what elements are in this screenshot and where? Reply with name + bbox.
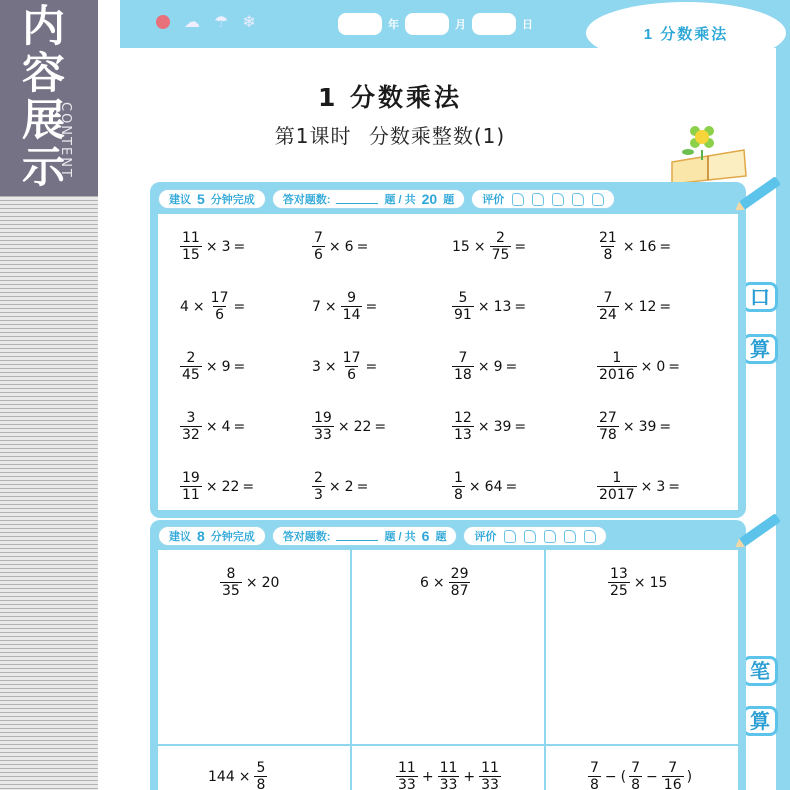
numerator: 1 bbox=[612, 350, 622, 366]
fraction bbox=[452, 410, 474, 443]
correct-label: 答对题数: bbox=[282, 194, 331, 206]
denominator: 15 bbox=[182, 247, 200, 263]
denominator: 14 bbox=[342, 307, 361, 323]
fraction bbox=[180, 470, 202, 503]
denominator: 8 bbox=[588, 776, 601, 790]
numerator: 2 bbox=[186, 350, 196, 366]
chapter-tag: 1 分数乘法 bbox=[586, 2, 786, 64]
thumb-icon[interactable] bbox=[504, 530, 516, 543]
sun-icon bbox=[156, 15, 170, 29]
fraction bbox=[452, 470, 465, 503]
equals-sign: = bbox=[505, 478, 518, 495]
content-banner bbox=[0, 0, 98, 196]
times-sign: × bbox=[432, 574, 445, 591]
total-count: 20 bbox=[421, 191, 438, 207]
thumb-icon[interactable] bbox=[512, 193, 524, 206]
denominator: 13 bbox=[454, 427, 472, 443]
numerator: 1 bbox=[612, 470, 622, 486]
times-sign: × bbox=[622, 418, 635, 435]
denominator: 24 bbox=[599, 307, 617, 323]
equals-sign: = bbox=[356, 238, 369, 255]
numerator: 21 bbox=[599, 230, 617, 246]
fraction bbox=[220, 566, 242, 599]
written-info-bar bbox=[158, 526, 607, 546]
integer-operand: 6 bbox=[420, 574, 429, 591]
content-banner-chinese: 内容展示 bbox=[22, 2, 65, 193]
fraction bbox=[254, 760, 267, 790]
integer-operand: 22 bbox=[353, 418, 372, 435]
integer-operand: 9 bbox=[493, 358, 503, 375]
oral-problem bbox=[180, 410, 245, 443]
equals-sign: = bbox=[668, 358, 681, 375]
times-sign: × bbox=[205, 358, 218, 375]
numerator: 7 bbox=[668, 760, 678, 776]
evaluation-label: 评价 bbox=[482, 194, 505, 206]
integer-operand: 3 bbox=[221, 238, 231, 255]
fraction bbox=[662, 760, 684, 790]
oral-problem bbox=[452, 230, 526, 263]
equals-sign: = bbox=[365, 358, 378, 375]
integer-operand: 144 bbox=[208, 768, 235, 785]
numerator: 11 bbox=[182, 230, 200, 246]
lesson-subtitle: 第1课时 分数乘整数(1) bbox=[274, 124, 506, 148]
integer-operand: 6 bbox=[344, 238, 354, 255]
fraction bbox=[629, 760, 642, 790]
fraction bbox=[588, 760, 601, 790]
numerator: 7 bbox=[590, 760, 599, 776]
integer-operand: 64 bbox=[484, 478, 503, 495]
denominator: 3 bbox=[314, 487, 323, 503]
numerator: 7 bbox=[458, 350, 468, 366]
integer-operand: 16 bbox=[638, 238, 657, 255]
denominator: 6 bbox=[314, 247, 323, 263]
denominator: 33 bbox=[396, 776, 418, 790]
written-problem bbox=[220, 566, 279, 599]
fraction bbox=[597, 470, 637, 503]
numerator: 17 bbox=[342, 350, 361, 366]
year-label: 年 bbox=[388, 19, 399, 31]
denominator: 8 bbox=[603, 247, 613, 263]
thumb-icon[interactable] bbox=[564, 530, 576, 543]
oral-problem bbox=[597, 290, 671, 323]
integer-operand: 15 bbox=[649, 574, 668, 591]
numerator: 11 bbox=[398, 760, 416, 776]
numerator: 7 bbox=[603, 290, 613, 306]
numerator: 12 bbox=[454, 410, 472, 426]
numerator: 7 bbox=[314, 230, 323, 246]
fraction bbox=[180, 350, 202, 383]
numerator: 11 bbox=[481, 760, 499, 776]
oral-problem bbox=[452, 470, 517, 503]
oral-problem bbox=[597, 470, 680, 503]
numerator: 17 bbox=[210, 290, 229, 306]
thumb-icon[interactable] bbox=[524, 530, 536, 543]
times-sign: × bbox=[640, 358, 653, 375]
side-label-written-1: 笔 bbox=[742, 656, 778, 686]
numerator: 27 bbox=[599, 410, 617, 426]
numerator: 3 bbox=[186, 410, 196, 426]
equals-sign: = bbox=[233, 238, 246, 255]
fraction bbox=[490, 230, 512, 263]
integer-operand: 4 bbox=[180, 298, 189, 315]
equals-sign: = bbox=[365, 298, 378, 315]
rain-icon: ☂ bbox=[214, 14, 229, 31]
correct-count-field[interactable] bbox=[336, 531, 378, 541]
written-problem bbox=[420, 566, 470, 599]
denominator: 11 bbox=[182, 487, 200, 503]
score-pill bbox=[272, 189, 465, 209]
integer-operand: 7 bbox=[312, 298, 321, 315]
times-sign: × bbox=[328, 478, 341, 495]
correct-count-field[interactable] bbox=[336, 194, 378, 204]
plus-sign: + bbox=[463, 768, 476, 785]
numerator: 9 bbox=[347, 290, 357, 306]
fraction bbox=[312, 230, 325, 263]
total-unit: 题 bbox=[435, 531, 447, 543]
oral-problem bbox=[452, 290, 526, 323]
denominator: 32 bbox=[182, 427, 200, 443]
times-sign: × bbox=[633, 574, 646, 591]
total-label: 题 / 共 bbox=[384, 531, 416, 543]
fraction bbox=[312, 410, 334, 443]
suggest-minutes-label: 分钟完成 bbox=[210, 194, 255, 206]
fraction bbox=[396, 760, 418, 790]
denominator: 78 bbox=[599, 427, 617, 443]
integer-operand: 39 bbox=[493, 418, 512, 435]
fraction bbox=[452, 350, 474, 383]
oral-problem bbox=[597, 410, 671, 443]
total-unit: 题 bbox=[443, 194, 455, 206]
oral-section bbox=[150, 182, 746, 518]
page-title: 1 分数乘法 bbox=[317, 83, 463, 112]
equals-sign: = bbox=[514, 238, 527, 255]
integer-operand: 3 bbox=[656, 478, 666, 495]
integer-operand: 15 bbox=[452, 238, 470, 255]
snow-icon: ❄ bbox=[242, 14, 256, 31]
evaluation-label: 评价 bbox=[474, 531, 497, 543]
denominator: 75 bbox=[491, 247, 510, 263]
equals-sign: = bbox=[514, 418, 527, 435]
fraction bbox=[312, 470, 325, 503]
denominator: 8 bbox=[629, 776, 642, 790]
times-sign: × bbox=[192, 298, 205, 315]
denominator: 87 bbox=[450, 583, 469, 599]
thumb-icon[interactable] bbox=[544, 530, 556, 543]
written-problem bbox=[396, 760, 501, 790]
thumb-icon[interactable] bbox=[532, 193, 544, 206]
denominator: 91 bbox=[454, 307, 472, 323]
total-label: 题 / 共 bbox=[384, 194, 416, 206]
integer-operand: 22 bbox=[221, 478, 240, 495]
integer-operand: 9 bbox=[221, 358, 231, 375]
suggested-time-pill bbox=[158, 526, 266, 546]
numerator: 7 bbox=[631, 760, 641, 776]
times-sign: × bbox=[205, 418, 218, 435]
oral-problem bbox=[180, 230, 245, 263]
times-sign: × bbox=[324, 298, 337, 315]
written-problem bbox=[588, 760, 692, 790]
times-sign: × bbox=[622, 238, 635, 255]
oral-problem bbox=[312, 410, 386, 443]
times-sign: × bbox=[477, 298, 490, 315]
numerator: 29 bbox=[450, 566, 469, 582]
oral-problem bbox=[312, 470, 368, 503]
oral-problem bbox=[597, 230, 671, 263]
equals-sign: = bbox=[514, 298, 527, 315]
fraction bbox=[341, 350, 363, 383]
denominator: 35 bbox=[222, 583, 240, 599]
oral-problem bbox=[312, 230, 368, 263]
denominator: 6 bbox=[215, 307, 225, 323]
suggest-minutes-label: 分钟完成 bbox=[210, 531, 255, 543]
minus-sign: − bbox=[646, 768, 658, 785]
side-label-oral-2: 算 bbox=[742, 334, 778, 364]
oral-problem bbox=[452, 410, 526, 443]
fraction bbox=[438, 760, 460, 790]
minus-sign: − bbox=[604, 768, 617, 785]
suggest-minutes: 5 bbox=[197, 191, 205, 207]
denominator: 33 bbox=[479, 776, 501, 790]
close-paren: ) bbox=[686, 768, 693, 785]
integer-operand: 13 bbox=[493, 298, 512, 315]
total-count: 6 bbox=[421, 528, 430, 544]
denominator: 2016 bbox=[599, 367, 635, 383]
equals-sign: = bbox=[242, 478, 255, 495]
row-divider bbox=[158, 744, 738, 746]
times-sign: × bbox=[245, 574, 258, 591]
times-sign: × bbox=[205, 478, 218, 495]
equals-sign: = bbox=[659, 238, 672, 255]
open-paren: ( bbox=[620, 768, 627, 785]
evaluation-pill bbox=[463, 526, 607, 546]
thumb-icon[interactable] bbox=[584, 530, 596, 543]
numerator: 5 bbox=[256, 760, 266, 776]
denominator: 33 bbox=[438, 776, 460, 790]
fraction bbox=[608, 566, 630, 599]
fraction bbox=[479, 760, 501, 790]
integer-operand: 12 bbox=[638, 298, 657, 315]
equals-sign: = bbox=[374, 418, 387, 435]
column-divider bbox=[544, 550, 546, 790]
written-problem bbox=[208, 760, 267, 790]
times-sign: × bbox=[205, 238, 218, 255]
suggested-time-pill bbox=[158, 189, 266, 209]
day-field[interactable] bbox=[472, 13, 516, 35]
equals-sign: = bbox=[659, 418, 672, 435]
times-sign: × bbox=[328, 238, 341, 255]
thumb-icon[interactable] bbox=[552, 193, 564, 206]
times-sign: × bbox=[468, 478, 481, 495]
times-sign: × bbox=[238, 768, 251, 785]
oral-problem bbox=[180, 290, 245, 323]
evaluation-pill bbox=[471, 189, 615, 209]
denominator: 2017 bbox=[599, 487, 635, 503]
times-sign: × bbox=[337, 418, 350, 435]
equals-sign: = bbox=[233, 298, 246, 315]
fraction bbox=[597, 230, 619, 263]
oral-problem bbox=[312, 350, 377, 383]
oral-problem bbox=[180, 470, 254, 503]
integer-operand: 39 bbox=[638, 418, 657, 435]
date-fields bbox=[338, 13, 533, 35]
equals-sign: = bbox=[233, 418, 246, 435]
oral-problem bbox=[312, 290, 377, 323]
suggest-minutes: 8 bbox=[197, 528, 205, 544]
content-banner-english: CONTENT bbox=[58, 102, 73, 179]
times-sign: × bbox=[477, 418, 490, 435]
weather-icons bbox=[156, 12, 256, 32]
integer-operand: 4 bbox=[221, 418, 231, 435]
numerator: 13 bbox=[610, 566, 628, 582]
month-field[interactable] bbox=[405, 13, 449, 35]
integer-operand: 0 bbox=[656, 358, 666, 375]
fraction bbox=[341, 290, 363, 323]
fraction bbox=[597, 410, 619, 443]
integer-operand: 20 bbox=[261, 574, 280, 591]
times-sign: × bbox=[622, 298, 635, 315]
fraction bbox=[180, 230, 202, 263]
numerator: 11 bbox=[439, 760, 458, 776]
numerator: 19 bbox=[182, 470, 200, 486]
oral-problem bbox=[180, 350, 245, 383]
integer-operand: 3 bbox=[312, 358, 321, 375]
thumb-icon[interactable] bbox=[572, 193, 584, 206]
times-sign: × bbox=[477, 358, 490, 375]
suggest-label: 建议 bbox=[169, 531, 191, 543]
equals-sign: = bbox=[668, 478, 681, 495]
denominator: 25 bbox=[610, 583, 628, 599]
denominator: 8 bbox=[454, 487, 463, 503]
numerator: 2 bbox=[314, 470, 323, 486]
equals-sign: = bbox=[505, 358, 518, 375]
times-sign: × bbox=[324, 358, 337, 375]
oral-problem bbox=[452, 350, 517, 383]
suggest-label: 建议 bbox=[169, 194, 191, 206]
month-label: 月 bbox=[455, 19, 466, 31]
denominator: 8 bbox=[254, 776, 267, 790]
oral-info-bar bbox=[158, 189, 615, 209]
denominator: 16 bbox=[662, 776, 684, 790]
fraction bbox=[597, 350, 637, 383]
denominator: 18 bbox=[454, 367, 472, 383]
side-label-oral-1: 口 bbox=[742, 282, 778, 312]
thumb-icon[interactable] bbox=[592, 193, 604, 206]
fraction bbox=[597, 290, 619, 323]
cloudy-icon: ☁ bbox=[184, 14, 200, 31]
numerator: 19 bbox=[314, 410, 332, 426]
open-book-flower-icon bbox=[668, 122, 748, 184]
denominator: 6 bbox=[347, 367, 357, 383]
oral-problem bbox=[597, 350, 680, 383]
year-field[interactable] bbox=[338, 13, 382, 35]
numerator: 8 bbox=[226, 566, 236, 582]
equals-sign: = bbox=[233, 358, 246, 375]
equals-sign: = bbox=[659, 298, 672, 315]
correct-label: 答对题数: bbox=[282, 531, 331, 543]
fraction bbox=[209, 290, 231, 323]
times-sign: × bbox=[473, 238, 486, 255]
plus-sign: + bbox=[421, 768, 434, 785]
numerator: 2 bbox=[496, 230, 505, 246]
written-problem bbox=[608, 566, 667, 599]
fraction bbox=[449, 566, 471, 599]
numerator: 5 bbox=[458, 290, 468, 306]
score-pill bbox=[272, 526, 458, 546]
side-label-written-2: 算 bbox=[742, 706, 778, 736]
denominator: 33 bbox=[314, 427, 332, 443]
fraction bbox=[452, 290, 474, 323]
denominator: 45 bbox=[182, 367, 200, 383]
fraction bbox=[180, 410, 202, 443]
numerator: 1 bbox=[454, 470, 463, 486]
equals-sign: = bbox=[356, 478, 369, 495]
column-divider bbox=[350, 550, 352, 790]
times-sign: × bbox=[640, 478, 653, 495]
day-label: 日 bbox=[522, 19, 533, 31]
written-section bbox=[150, 520, 746, 790]
integer-operand: 2 bbox=[344, 478, 354, 495]
